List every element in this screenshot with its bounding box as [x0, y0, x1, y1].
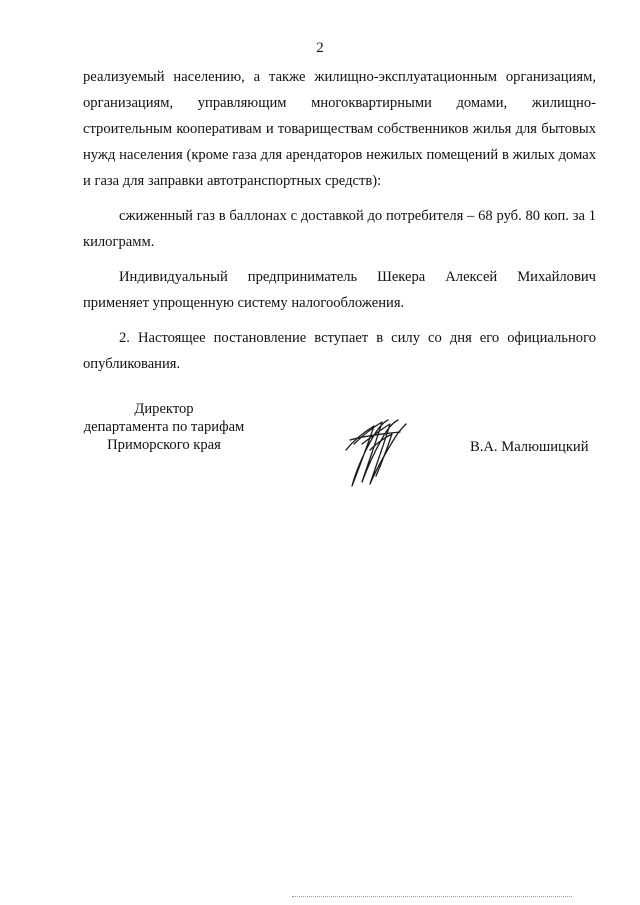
document-body	[83, 64, 596, 377]
signer-position-line-3: Приморского края	[107, 437, 221, 453]
signature-block	[0, 396, 640, 506]
signer-name: В.А. Малюшицкий	[470, 439, 589, 455]
paragraph-gas-price: сжиженный газ в баллонах с доставкой до потребителя – 68 руб. 80 коп. за 1 килограмм.	[83, 208, 596, 250]
paragraph-effective-date: 2. Настоящее постановление вступает в силу со дня его официального опубликования.	[83, 330, 596, 372]
signer-position-line-2: департамента по тарифам	[83, 419, 245, 435]
signer-position	[74, 400, 254, 454]
handwritten-signature-icon	[340, 410, 410, 492]
page-number: 2	[316, 40, 324, 56]
paragraph-continuation: реализуемый населению, а также жилищно-эксплуатационным организациям, организациям, управляющим многоквартирными домами, жилищно-строительным кооперативам и товариществам собственников жилья для бытовых нужд населения (кроме газа для арендаторов нежилых помещений в жилых домах и газа для заправки автотранспортных средств):	[83, 69, 596, 189]
paragraph-entrepreneur: Индивидуальный предприниматель Шекера Алексей Михайлович применяет упрощенную систему налогообложения.	[83, 269, 596, 311]
signer-position-line-1: Директор	[134, 401, 194, 417]
footer-divider	[292, 896, 572, 897]
